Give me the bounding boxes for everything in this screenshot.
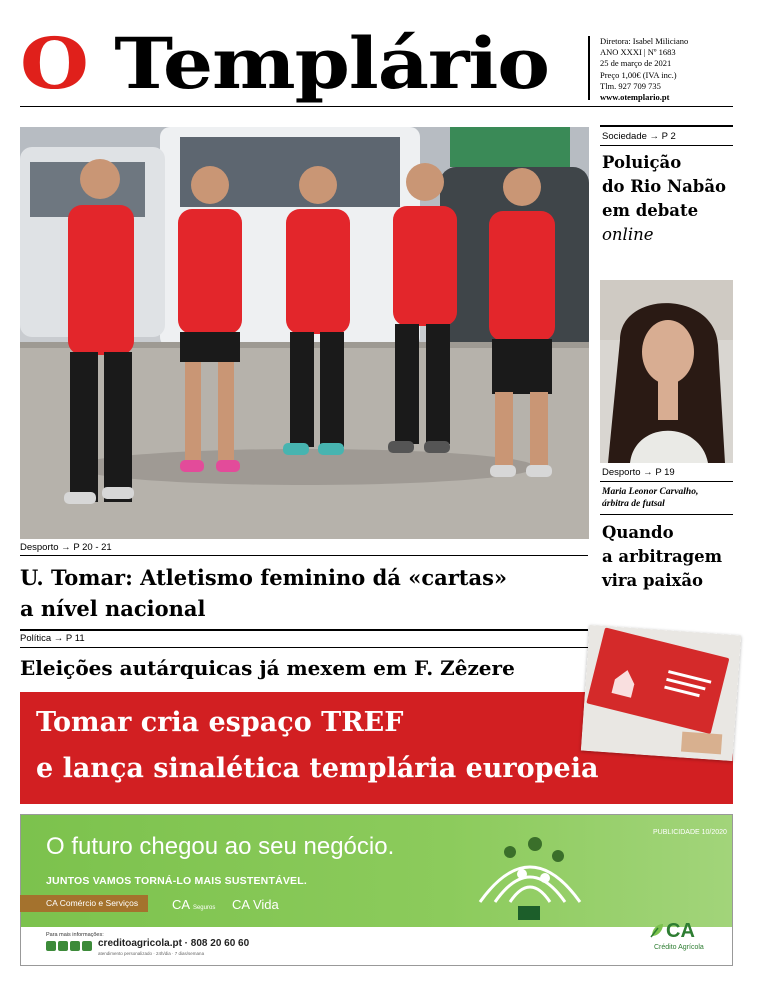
sidebar-story1-line4: online <box>602 225 654 244</box>
sidebar-story1-line1: Poluição <box>602 153 682 172</box>
ca-logo: CA <box>666 920 695 942</box>
politics-headline[interactable]: Eleições autárquicas já mexem em F. Zêzere <box>20 656 515 680</box>
politics-tag[interactable]: Política → P 11 <box>20 633 85 644</box>
sidebar-top-rule <box>600 125 733 127</box>
main-story-headline[interactable] <box>20 562 580 624</box>
referee-caption-line1: Maria Leonor Carvalho, <box>602 487 699 497</box>
tref-headline-line1: Tomar cria espaço TREF <box>36 707 404 738</box>
ad-brand-ca <box>172 896 215 917</box>
facebook-icon[interactable] <box>46 941 56 951</box>
athletes-photo-art <box>20 127 589 539</box>
sidebar-story2-line1: Quando <box>602 523 674 542</box>
date-line: 25 de março de 2021 <box>600 58 672 69</box>
phone-line: Tlm. 927 709 735 <box>600 80 661 91</box>
ad-contact-label: Para mais informações: <box>46 932 104 938</box>
ad-website[interactable]: creditoagricola.pt · 808 20 60 60 <box>98 938 250 949</box>
tref-headline[interactable] <box>36 700 636 792</box>
masthead-info <box>600 36 688 103</box>
ad-illustration-art <box>470 822 590 922</box>
ad-headline: O futuro chegou ao seu negócio. <box>46 833 395 860</box>
ca-logo-sub: Crédito Agrícola <box>654 944 704 951</box>
tref-headline-line2: e lança sinalética templária europeia <box>36 753 599 784</box>
referee-caption <box>602 486 737 510</box>
main-story-rule <box>20 555 588 556</box>
director-line: Diretora: Isabel Miliciano <box>600 36 689 46</box>
referee-photo-art <box>600 280 733 463</box>
sidebar-story2-headline[interactable] <box>602 521 737 593</box>
sidebar-story1-rule <box>600 145 733 146</box>
ad-brand-ca-sub: Seguros <box>192 905 216 911</box>
referee-caption-line2: árbitra de futsal <box>602 499 665 509</box>
main-headline-line1: U. Tomar: Atletismo feminino dá «cartas» <box>20 565 508 590</box>
sidebar-story1-line3: em debate <box>602 201 699 220</box>
issue-line: ANO XXXI | Nº 1683 <box>600 47 676 58</box>
sidebar-story2-rule <box>600 481 733 482</box>
ad-tagline: atendimento personalizado · 24h/dia · 7 dias/semana <box>98 951 205 956</box>
masthead-title <box>20 18 549 110</box>
youtube-icon[interactable] <box>70 941 80 951</box>
ad-publicity-tag: PUBLICIDADE 10/2020 <box>653 829 727 836</box>
referee-photo <box>600 280 733 463</box>
website-link[interactable]: www.otemplario.pt <box>600 92 670 103</box>
linkedin-icon[interactable] <box>82 941 92 951</box>
sidebar-story2-rule2 <box>600 514 733 515</box>
tref-sign-photo <box>581 625 741 761</box>
ca-leaf-icon <box>650 922 664 942</box>
sidebar-story2-line3: vira paixão <box>602 571 704 590</box>
ad-brand-ca-text: CA <box>172 897 190 912</box>
politics-rule <box>20 647 588 648</box>
ad-subhead: JUNTOS VAMOS TORNÁ-LO MAIS SUSTENTÁVEL. <box>46 875 307 887</box>
ad-illustration <box>470 822 590 922</box>
ad-pill: CA Comércio e Serviços <box>20 895 148 912</box>
instagram-icon[interactable] <box>58 941 68 951</box>
main-headline-line2: a nível nacional <box>20 596 206 621</box>
sidebar-story1-line2: do Rio Nabão <box>602 177 727 196</box>
masthead-title-rest: Templário <box>114 22 549 105</box>
politics-top-rule <box>20 629 588 631</box>
masthead-title-o: O <box>20 22 88 105</box>
sidebar-story1-tag[interactable]: Sociedade → P 2 <box>602 131 676 142</box>
ad-brand-cavida: CA Vida <box>232 897 279 912</box>
main-photo-athletes <box>20 127 589 539</box>
masthead-rule <box>20 106 733 107</box>
main-story-tag[interactable]: Desporto → P 20 - 21 <box>20 542 112 553</box>
price-line: Preço 1,00€ (IVA inc.) <box>600 69 677 80</box>
masthead-divider <box>588 36 590 100</box>
sidebar-story2-tag[interactable]: Desporto → P 19 <box>602 467 675 478</box>
sidebar-story2-line2: a arbitragem <box>602 547 723 566</box>
tref-sign-art <box>581 625 741 761</box>
sidebar-story1-headline[interactable] <box>602 151 737 247</box>
